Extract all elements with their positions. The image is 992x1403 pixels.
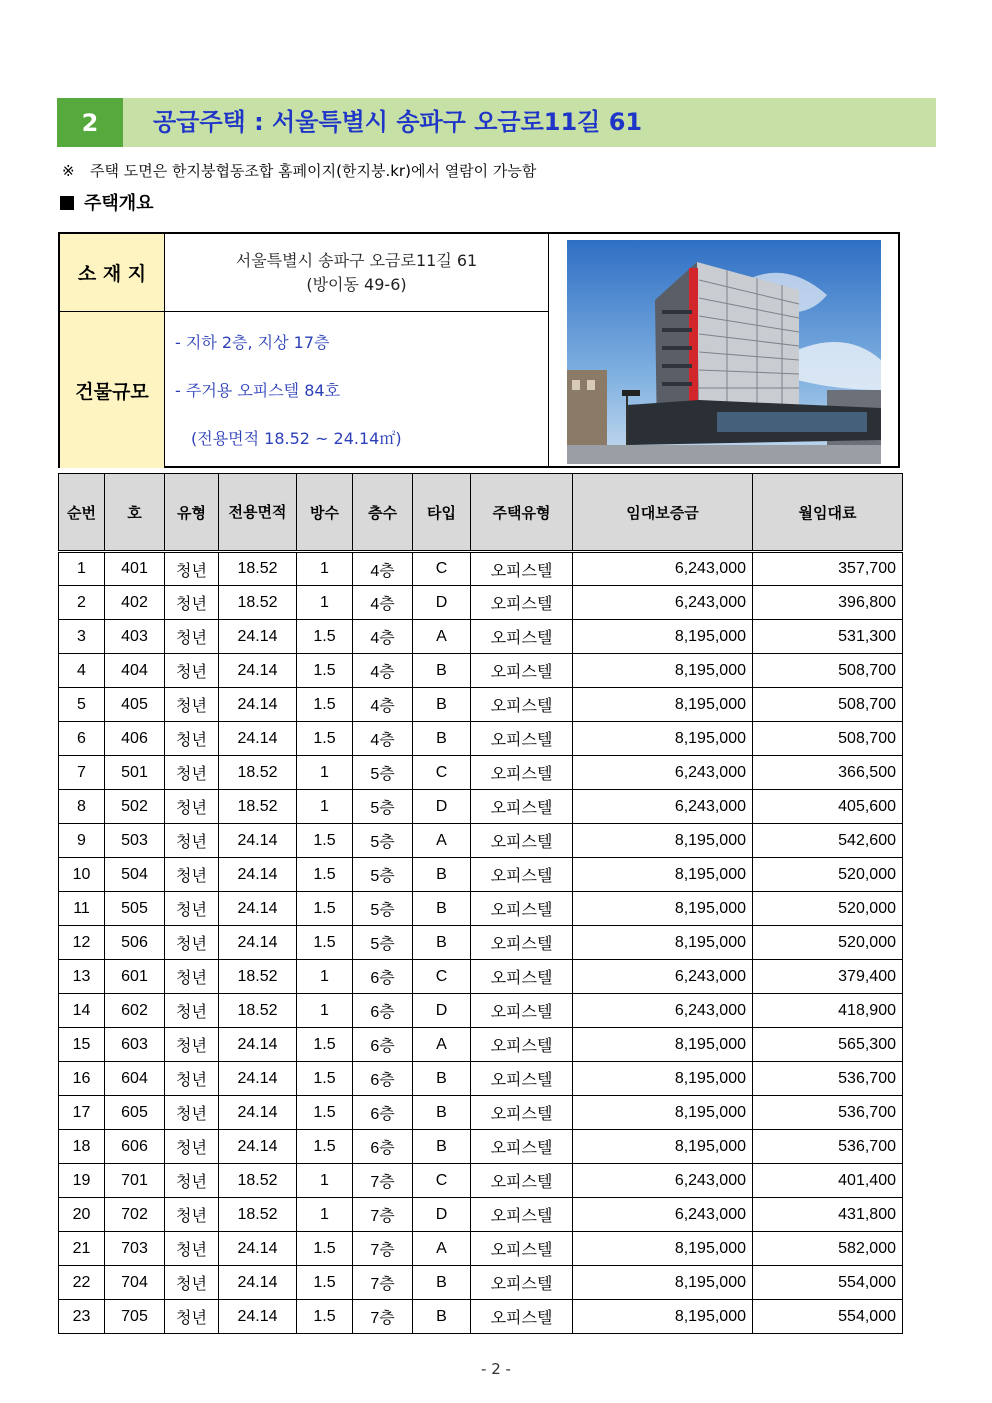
- cell-deposit: 8,195,000: [573, 1232, 753, 1266]
- cell-floor: 6층: [353, 1028, 413, 1062]
- cell-rooms: 1.5: [297, 926, 353, 960]
- cell-rooms: 1.5: [297, 892, 353, 926]
- cell-unit: 406: [105, 722, 165, 756]
- cell-unit: 401: [105, 552, 165, 586]
- cell-monthly-rent: 565,300: [753, 1028, 903, 1062]
- building-scale-label: 건물규모: [60, 312, 165, 468]
- cell-deposit: 8,195,000: [573, 620, 753, 654]
- cell-rooms: 1.5: [297, 1300, 353, 1334]
- cell-type: B: [413, 1130, 471, 1164]
- cell-seq: 20: [59, 1198, 105, 1232]
- cell-unit: 701: [105, 1164, 165, 1198]
- table-row: [59, 620, 903, 654]
- cell-rooms: 1.5: [297, 1130, 353, 1164]
- table-row: [59, 722, 903, 756]
- col-header-seq: 순번: [59, 474, 105, 552]
- cell-monthly-rent: 520,000: [753, 858, 903, 892]
- cell-area: 24.14: [219, 722, 297, 756]
- cell-housing-type: 오피스텔: [471, 892, 573, 926]
- cell-category: 청년: [165, 1062, 219, 1096]
- cell-deposit: 6,243,000: [573, 994, 753, 1028]
- cell-area: 24.14: [219, 1232, 297, 1266]
- cell-floor: 4층: [353, 654, 413, 688]
- cell-unit: 505: [105, 892, 165, 926]
- cell-monthly-rent: 366,500: [753, 756, 903, 790]
- housing-overview-box: [58, 232, 900, 468]
- cell-seq: 15: [59, 1028, 105, 1062]
- cell-type: B: [413, 1266, 471, 1300]
- section-title: 공급주택 : 서울특별시 송파구 오금로11길 61: [153, 108, 643, 136]
- cell-monthly-rent: 508,700: [753, 688, 903, 722]
- cell-housing-type: 오피스텔: [471, 620, 573, 654]
- cell-unit: 704: [105, 1266, 165, 1300]
- cell-category: 청년: [165, 1164, 219, 1198]
- cell-floor: 7층: [353, 1164, 413, 1198]
- location-lot: (방이동 49-6): [306, 274, 407, 294]
- cell-floor: 7층: [353, 1198, 413, 1232]
- cell-housing-type: 오피스텔: [471, 688, 573, 722]
- cell-type: B: [413, 722, 471, 756]
- cell-deposit: 8,195,000: [573, 1028, 753, 1062]
- table-row: [59, 654, 903, 688]
- cell-housing-type: 오피스텔: [471, 790, 573, 824]
- cell-type: B: [413, 1062, 471, 1096]
- cell-housing-type: 오피스텔: [471, 1062, 573, 1096]
- table-row: [59, 1028, 903, 1062]
- cell-floor: 5층: [353, 926, 413, 960]
- cell-unit: 506: [105, 926, 165, 960]
- cell-area: 24.14: [219, 892, 297, 926]
- cell-housing-type: 오피스텔: [471, 1130, 573, 1164]
- cell-housing-type: 오피스텔: [471, 1232, 573, 1266]
- section-number: 2: [57, 98, 123, 147]
- floorplan-note: [62, 160, 536, 181]
- cell-category: 청년: [165, 824, 219, 858]
- cell-deposit: 6,243,000: [573, 1164, 753, 1198]
- cell-seq: 22: [59, 1266, 105, 1300]
- cell-seq: 14: [59, 994, 105, 1028]
- cell-type: D: [413, 1198, 471, 1232]
- col-header-housing-type: 주택유형: [471, 474, 573, 552]
- cell-housing-type: 오피스텔: [471, 1198, 573, 1232]
- cell-unit: 502: [105, 790, 165, 824]
- cell-deposit: 8,195,000: [573, 926, 753, 960]
- col-header-rooms: 방수: [297, 474, 353, 552]
- cell-deposit: 6,243,000: [573, 1198, 753, 1232]
- cell-type: B: [413, 892, 471, 926]
- table-row: [59, 756, 903, 790]
- cell-seq: 7: [59, 756, 105, 790]
- cell-rooms: 1: [297, 756, 353, 790]
- cell-housing-type: 오피스텔: [471, 722, 573, 756]
- cell-unit: 603: [105, 1028, 165, 1062]
- cell-unit: 404: [105, 654, 165, 688]
- cell-rooms: 1.5: [297, 620, 353, 654]
- cell-housing-type: 오피스텔: [471, 960, 573, 994]
- cell-unit: 606: [105, 1130, 165, 1164]
- cell-monthly-rent: 531,300: [753, 620, 903, 654]
- cell-rooms: 1: [297, 960, 353, 994]
- col-header-deposit: 임대보증금: [573, 474, 753, 552]
- cell-monthly-rent: 520,000: [753, 926, 903, 960]
- cell-seq: 19: [59, 1164, 105, 1198]
- col-header-floor: 층수: [353, 474, 413, 552]
- cell-type: A: [413, 1028, 471, 1062]
- cell-category: 청년: [165, 552, 219, 586]
- cell-category: 청년: [165, 722, 219, 756]
- table-row: [59, 1062, 903, 1096]
- cell-monthly-rent: 536,700: [753, 1062, 903, 1096]
- cell-unit: 402: [105, 586, 165, 620]
- cell-floor: 5층: [353, 790, 413, 824]
- cell-area: 24.14: [219, 654, 297, 688]
- cell-deposit: 8,195,000: [573, 892, 753, 926]
- cell-type: B: [413, 654, 471, 688]
- cell-deposit: 8,195,000: [573, 1096, 753, 1130]
- section-header-bar: [57, 98, 936, 147]
- cell-category: 청년: [165, 892, 219, 926]
- cell-seq: 10: [59, 858, 105, 892]
- cell-category: 청년: [165, 790, 219, 824]
- cell-housing-type: 오피스텔: [471, 858, 573, 892]
- table-row: [59, 926, 903, 960]
- cell-type: A: [413, 824, 471, 858]
- cell-type: C: [413, 960, 471, 994]
- cell-monthly-rent: 582,000: [753, 1232, 903, 1266]
- cell-category: 청년: [165, 620, 219, 654]
- cell-monthly-rent: 542,600: [753, 824, 903, 858]
- cell-type: A: [413, 620, 471, 654]
- cell-rooms: 1.5: [297, 858, 353, 892]
- cell-deposit: 6,243,000: [573, 790, 753, 824]
- cell-type: D: [413, 586, 471, 620]
- cell-rooms: 1.5: [297, 1062, 353, 1096]
- cell-unit: 602: [105, 994, 165, 1028]
- col-header-type: 타입: [413, 474, 471, 552]
- building-photo-image: [567, 240, 881, 464]
- cell-monthly-rent: 431,800: [753, 1198, 903, 1232]
- cell-floor: 6층: [353, 960, 413, 994]
- cell-area: 18.52: [219, 960, 297, 994]
- cell-unit: 503: [105, 824, 165, 858]
- cell-rooms: 1.5: [297, 1028, 353, 1062]
- cell-rooms: 1: [297, 1164, 353, 1198]
- table-row: [59, 552, 903, 586]
- cell-category: 청년: [165, 1266, 219, 1300]
- cell-category: 청년: [165, 1198, 219, 1232]
- cell-floor: 4층: [353, 688, 413, 722]
- cell-floor: 7층: [353, 1266, 413, 1300]
- cell-floor: 4층: [353, 552, 413, 586]
- cell-seq: 11: [59, 892, 105, 926]
- cell-monthly-rent: 536,700: [753, 1130, 903, 1164]
- cell-rooms: 1: [297, 1198, 353, 1232]
- cell-area: 24.14: [219, 926, 297, 960]
- table-row: [59, 688, 903, 722]
- cell-monthly-rent: 405,600: [753, 790, 903, 824]
- cell-floor: 4층: [353, 586, 413, 620]
- cell-monthly-rent: 418,900: [753, 994, 903, 1028]
- cell-floor: 6층: [353, 1096, 413, 1130]
- table-row: [59, 1266, 903, 1300]
- cell-floor: 6층: [353, 1062, 413, 1096]
- cell-rooms: 1.5: [297, 654, 353, 688]
- cell-category: 청년: [165, 654, 219, 688]
- cell-category: 청년: [165, 1300, 219, 1334]
- cell-housing-type: 오피스텔: [471, 654, 573, 688]
- table-row: [59, 892, 903, 926]
- cell-seq: 8: [59, 790, 105, 824]
- cell-rooms: 1: [297, 994, 353, 1028]
- cell-type: B: [413, 858, 471, 892]
- page-number: - 2 -: [481, 1360, 511, 1378]
- cell-type: A: [413, 1232, 471, 1266]
- cell-type: C: [413, 756, 471, 790]
- cell-floor: 5층: [353, 824, 413, 858]
- table-row: [59, 586, 903, 620]
- cell-unit: 403: [105, 620, 165, 654]
- cell-area: 24.14: [219, 1300, 297, 1334]
- col-header-category: 유형: [165, 474, 219, 552]
- cell-rooms: 1: [297, 790, 353, 824]
- cell-category: 청년: [165, 1028, 219, 1062]
- cell-deposit: 8,195,000: [573, 722, 753, 756]
- cell-rooms: 1.5: [297, 1232, 353, 1266]
- location-label: 소 재 지: [60, 234, 165, 312]
- cell-rooms: 1.5: [297, 722, 353, 756]
- cell-seq: 13: [59, 960, 105, 994]
- table-row: [59, 1232, 903, 1266]
- cell-type: D: [413, 994, 471, 1028]
- location-address: 서울특별시 송파구 오금로11길 61: [235, 250, 478, 270]
- cell-deposit: 8,195,000: [573, 688, 753, 722]
- table-row: [59, 960, 903, 994]
- cell-deposit: 8,195,000: [573, 1266, 753, 1300]
- cell-unit: 702: [105, 1198, 165, 1232]
- cell-type: B: [413, 688, 471, 722]
- table-row: [59, 1164, 903, 1198]
- building-photo: [567, 240, 881, 464]
- cell-housing-type: 오피스텔: [471, 756, 573, 790]
- cell-floor: 5층: [353, 892, 413, 926]
- cell-category: 청년: [165, 688, 219, 722]
- cell-deposit: 6,243,000: [573, 960, 753, 994]
- cell-unit: 504: [105, 858, 165, 892]
- cell-area: 24.14: [219, 1096, 297, 1130]
- cell-category: 청년: [165, 858, 219, 892]
- cell-housing-type: 오피스텔: [471, 1300, 573, 1334]
- note-text: 주택 도면은 한지붕협동조합 홈페이지(한지붕.kr)에서 열람이 가능함: [90, 162, 537, 180]
- cell-deposit: 6,243,000: [573, 586, 753, 620]
- cell-category: 청년: [165, 960, 219, 994]
- cell-seq: 4: [59, 654, 105, 688]
- cell-seq: 3: [59, 620, 105, 654]
- location-value: [165, 234, 549, 312]
- cell-monthly-rent: 520,000: [753, 892, 903, 926]
- cell-seq: 1: [59, 552, 105, 586]
- cell-floor: 6층: [353, 1130, 413, 1164]
- cell-deposit: 8,195,000: [573, 824, 753, 858]
- col-header-unit: 호: [105, 474, 165, 552]
- cell-rooms: 1.5: [297, 1096, 353, 1130]
- cell-housing-type: 오피스텔: [471, 824, 573, 858]
- table-row: [59, 858, 903, 892]
- cell-housing-type: 오피스텔: [471, 1164, 573, 1198]
- cell-unit: 501: [105, 756, 165, 790]
- overview-heading: [60, 189, 154, 215]
- reference-mark: ※: [62, 162, 75, 180]
- cell-floor: 5층: [353, 858, 413, 892]
- cell-monthly-rent: 508,700: [753, 722, 903, 756]
- cell-deposit: 6,243,000: [573, 552, 753, 586]
- scale-floors: - 지하 2층, 지상 17층: [175, 333, 330, 352]
- cell-monthly-rent: 357,700: [753, 552, 903, 586]
- cell-area: 24.14: [219, 824, 297, 858]
- cell-area: 24.14: [219, 688, 297, 722]
- cell-monthly-rent: 379,400: [753, 960, 903, 994]
- cell-seq: 16: [59, 1062, 105, 1096]
- cell-deposit: 8,195,000: [573, 1300, 753, 1334]
- cell-area: 24.14: [219, 1028, 297, 1062]
- cell-monthly-rent: 401,400: [753, 1164, 903, 1198]
- table-row: [59, 1300, 903, 1334]
- cell-deposit: 8,195,000: [573, 1130, 753, 1164]
- table-row: [59, 1130, 903, 1164]
- cell-housing-type: 오피스텔: [471, 994, 573, 1028]
- cell-deposit: 8,195,000: [573, 654, 753, 688]
- cell-seq: 21: [59, 1232, 105, 1266]
- col-header-area: 전용면적: [219, 474, 297, 552]
- cell-area: 18.52: [219, 1198, 297, 1232]
- cell-seq: 17: [59, 1096, 105, 1130]
- square-bullet-icon: [60, 196, 74, 210]
- cell-area: 24.14: [219, 620, 297, 654]
- cell-rooms: 1.5: [297, 1266, 353, 1300]
- cell-housing-type: 오피스텔: [471, 1028, 573, 1062]
- cell-seq: 18: [59, 1130, 105, 1164]
- cell-rooms: 1.5: [297, 688, 353, 722]
- cell-category: 청년: [165, 1232, 219, 1266]
- cell-area: 18.52: [219, 994, 297, 1028]
- cell-type: B: [413, 926, 471, 960]
- cell-monthly-rent: 536,700: [753, 1096, 903, 1130]
- cell-housing-type: 오피스텔: [471, 1266, 573, 1300]
- cell-seq: 6: [59, 722, 105, 756]
- cell-floor: 4층: [353, 620, 413, 654]
- cell-unit: 703: [105, 1232, 165, 1266]
- cell-housing-type: 오피스텔: [471, 1096, 573, 1130]
- cell-floor: 5층: [353, 756, 413, 790]
- table-row: [59, 994, 903, 1028]
- cell-area: 24.14: [219, 858, 297, 892]
- cell-type: C: [413, 1164, 471, 1198]
- cell-monthly-rent: 508,700: [753, 654, 903, 688]
- cell-area: 24.14: [219, 1062, 297, 1096]
- cell-housing-type: 오피스텔: [471, 926, 573, 960]
- cell-category: 청년: [165, 1130, 219, 1164]
- cell-type: B: [413, 1096, 471, 1130]
- scale-area: (전용면적 18.52 ~ 24.14㎡): [191, 429, 402, 448]
- cell-deposit: 8,195,000: [573, 1062, 753, 1096]
- overview-heading-text: 주택개요: [84, 193, 154, 214]
- table-header: [59, 474, 903, 552]
- table-row: [59, 1096, 903, 1130]
- cell-rooms: 1.5: [297, 824, 353, 858]
- cell-monthly-rent: 554,000: [753, 1300, 903, 1334]
- cell-area: 18.52: [219, 586, 297, 620]
- cell-unit: 604: [105, 1062, 165, 1096]
- cell-seq: 12: [59, 926, 105, 960]
- cell-floor: 6층: [353, 994, 413, 1028]
- col-header-monthly-rent: 월임대료: [753, 474, 903, 552]
- cell-area: 18.52: [219, 756, 297, 790]
- cell-housing-type: 오피스텔: [471, 552, 573, 586]
- units-table: [58, 473, 903, 1334]
- scale-units: - 주거용 오피스텔 84호: [175, 381, 341, 400]
- cell-floor: 7층: [353, 1300, 413, 1334]
- cell-area: 24.14: [219, 1130, 297, 1164]
- cell-seq: 2: [59, 586, 105, 620]
- cell-unit: 605: [105, 1096, 165, 1130]
- cell-area: 24.14: [219, 1266, 297, 1300]
- table-row: [59, 1198, 903, 1232]
- cell-housing-type: 오피스텔: [471, 586, 573, 620]
- cell-type: C: [413, 552, 471, 586]
- cell-seq: 23: [59, 1300, 105, 1334]
- table-row: [59, 790, 903, 824]
- cell-category: 청년: [165, 756, 219, 790]
- table-row: [59, 824, 903, 858]
- cell-type: D: [413, 790, 471, 824]
- cell-category: 청년: [165, 586, 219, 620]
- table-body: [59, 552, 903, 1334]
- cell-rooms: 1: [297, 552, 353, 586]
- cell-deposit: 6,243,000: [573, 756, 753, 790]
- cell-unit: 601: [105, 960, 165, 994]
- cell-category: 청년: [165, 1096, 219, 1130]
- cell-monthly-rent: 554,000: [753, 1266, 903, 1300]
- cell-category: 청년: [165, 926, 219, 960]
- cell-area: 18.52: [219, 552, 297, 586]
- cell-seq: 5: [59, 688, 105, 722]
- cell-type: B: [413, 1300, 471, 1334]
- cell-seq: 9: [59, 824, 105, 858]
- cell-area: 18.52: [219, 1164, 297, 1198]
- cell-area: 18.52: [219, 790, 297, 824]
- cell-rooms: 1: [297, 586, 353, 620]
- cell-floor: 4층: [353, 722, 413, 756]
- cell-unit: 705: [105, 1300, 165, 1334]
- cell-deposit: 8,195,000: [573, 858, 753, 892]
- table-header-row: [59, 474, 903, 552]
- cell-unit: 405: [105, 688, 165, 722]
- building-scale-value: [165, 312, 549, 468]
- cell-floor: 7층: [353, 1232, 413, 1266]
- cell-category: 청년: [165, 994, 219, 1028]
- cell-monthly-rent: 396,800: [753, 586, 903, 620]
